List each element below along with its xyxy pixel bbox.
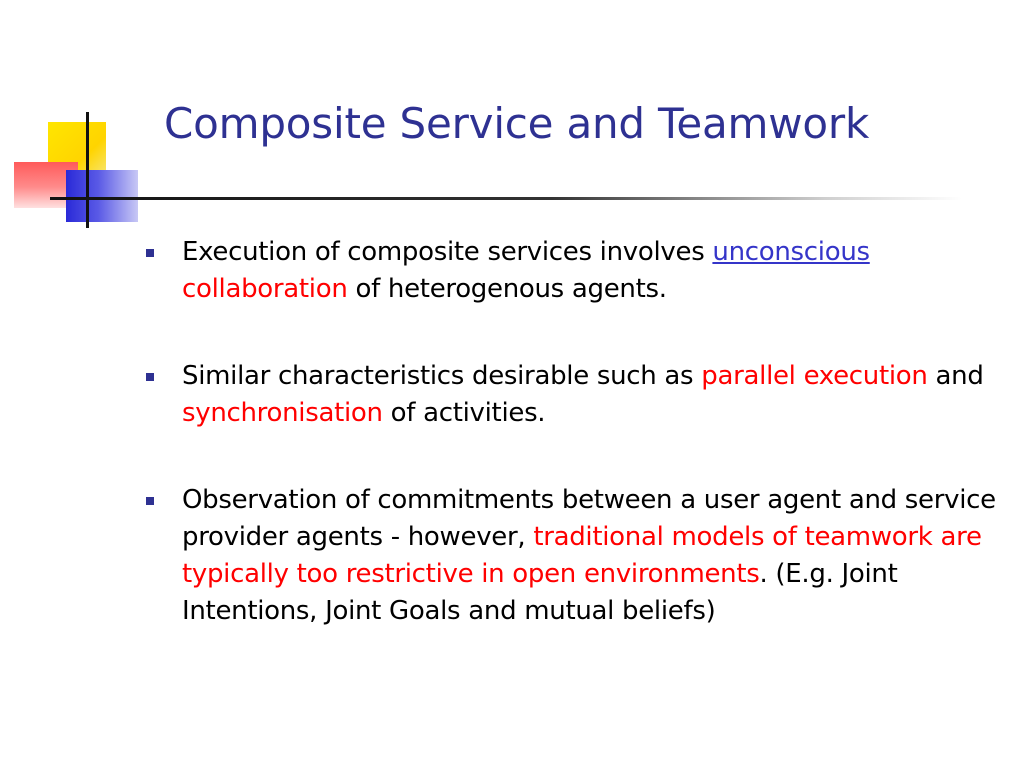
bullet-square-icon (146, 373, 154, 381)
bullet-text: Observation of commitments between a user agent and service provider agents - however, (182, 485, 996, 552)
bullet-item (146, 234, 1006, 308)
title-underline (50, 197, 962, 200)
bullet-text: Similar characteristics desirable such as (182, 361, 702, 391)
bullet-text: and (927, 361, 984, 391)
logo-vertical-line (86, 112, 89, 228)
bullet-text: Execution of composite services involves (182, 237, 713, 267)
highlighted-text: collaboration (182, 274, 348, 304)
bullet-list (146, 234, 1006, 680)
bullet-text: of heterogenous agents. (347, 274, 667, 304)
highlighted-text: traditional models of teamwork are typically too restrictive in open environments (182, 522, 982, 589)
bullet-text: of activities. (382, 398, 546, 428)
logo-blue-square (66, 170, 138, 222)
highlighted-text: parallel execution (701, 361, 928, 391)
bullet-square-icon (146, 249, 154, 257)
bullet-item (146, 358, 1006, 432)
slide-title: Composite Service and Teamwork (164, 99, 870, 148)
bullet-item (146, 482, 1006, 630)
bullet-text: . (E.g. Joint Intentions, Joint Goals and mutual beliefs) (182, 559, 898, 626)
highlighted-text: synchronisation (182, 398, 383, 428)
bullet-square-icon (146, 497, 154, 505)
slide-logo-decoration (0, 0, 160, 240)
hyperlink-unconscious[interactable]: unconscious (712, 237, 870, 267)
